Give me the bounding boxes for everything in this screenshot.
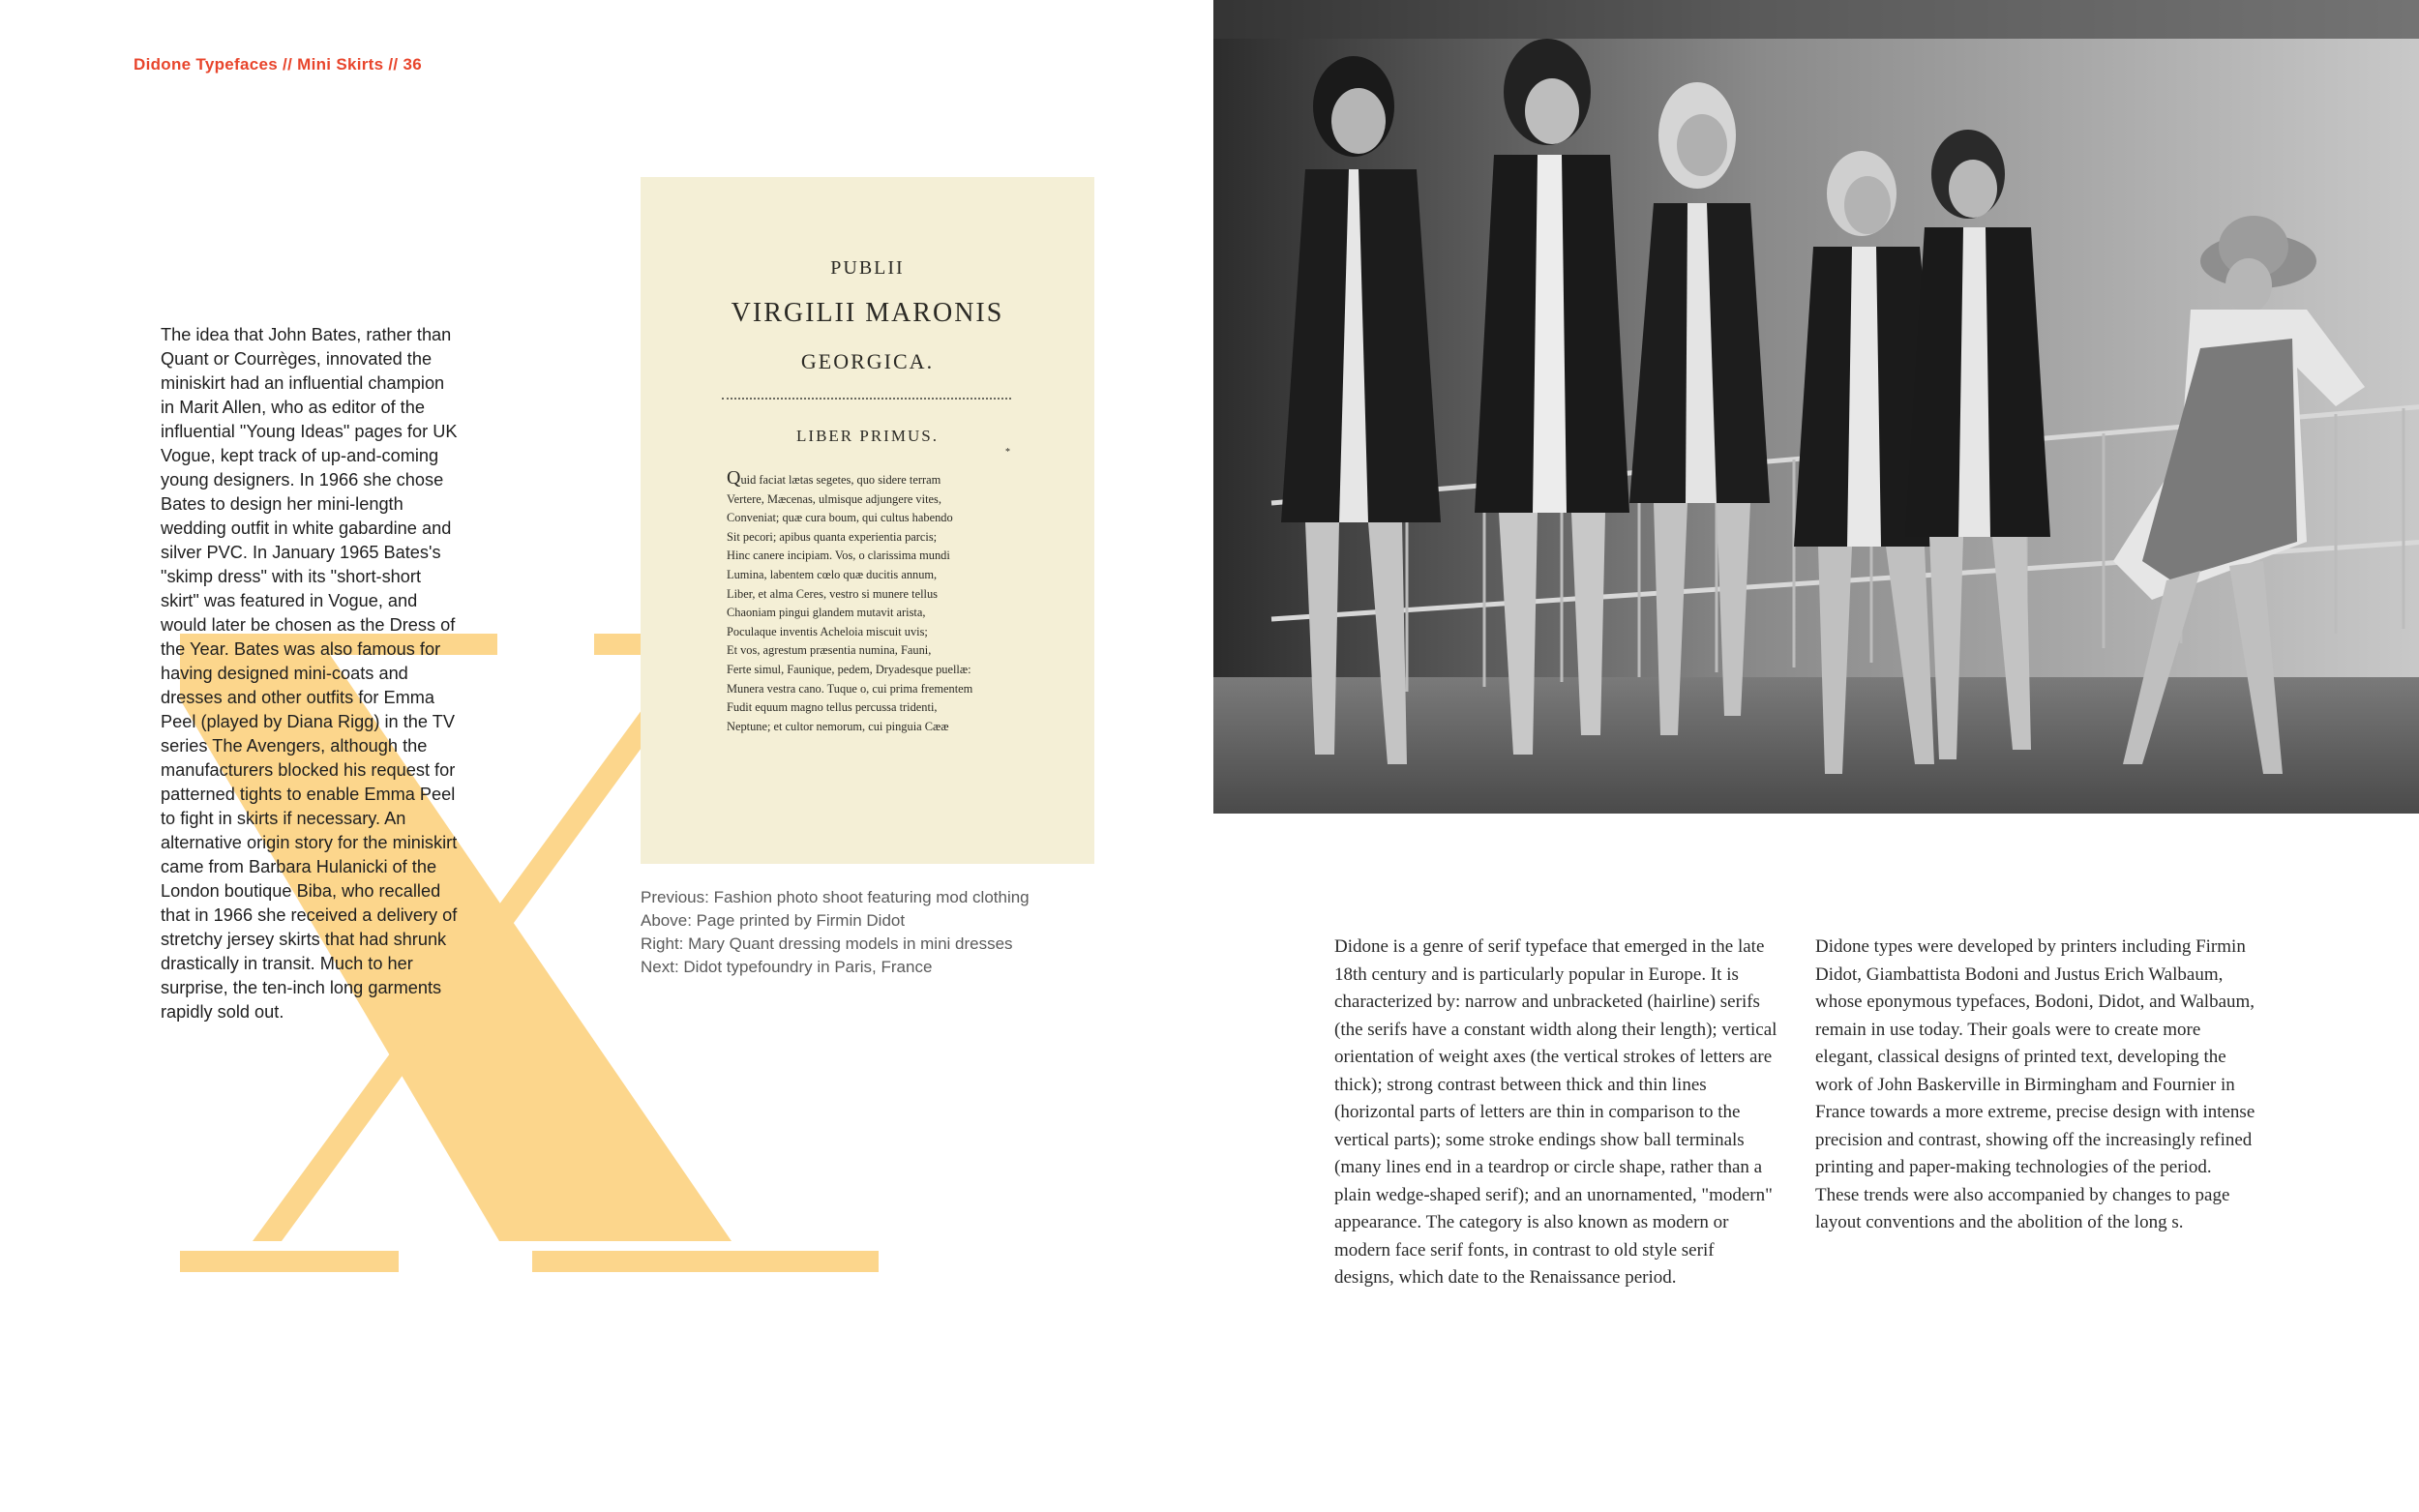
book-liber: LIBER PRIMUS. (796, 427, 939, 445)
book-verse: Poculaque inventis Acheloia miscuit uvis; (727, 624, 928, 638)
book-verse: Ferte simul, Faunique, pedem, Dryadesque puellæ: (727, 662, 971, 676)
book-publii: PUBLII (830, 257, 905, 279)
image-captions (641, 886, 1105, 979)
book-verses (727, 469, 1046, 736)
didone-definition-text: Didone is a genre of serif typeface that emerged in the late 18th century and is particularly popular in Europe. It is characterized by: narrow and unbracketed (hairline) serifs (the serifs have a constant width along their length); vertical orientation of weight axes (the vertical strokes of letters are thick); strong contrast between thick and thin lines (horizontal parts of letters are thin in comparison to the vertical parts); some stroke endings show ball terminals (many lines end in a teardrop or circle shape, rather than a plain wedge-shaped serif); and an unornamented, "modern" appearance. The category is also known as modern or modern face serif fonts, in contrast to old style serif designs, which date to the Renaissance period. (1334, 936, 1777, 1288)
book-verse: Neptune; et cultor nemorum, cui pinguia Cææ (727, 719, 949, 733)
book-verse: Chaoniam pingui glandem mutavit arista, (727, 606, 926, 620)
book-verse: Fudit equum magno tellus percussa tridenti, (727, 700, 938, 715)
book-rule (722, 398, 1011, 400)
book-verse: Liber, et alma Ceres, vestro si munere tellus (727, 586, 938, 601)
book-verse: Quid faciat lætas segetes, quo sidere terram (727, 467, 941, 489)
book-verse: Hinc canere incipiam. Vos, o clarissima mundi (727, 548, 950, 563)
didone-history-text: Didone types were developed by printers including Firmin Didot, Giambattista Bodoni and Justus Erich Walbaum, whose eponymous typefaces, Bodoni, Didot, and Walbaum, remain in use today. Their goals were to create more elegant, classical designs of printed text, developing the work of John Baskerville in Birmingham and Fournier in France towards a more extreme, precise design with intense precision and contrast, showing off the increasingly refined printing and paper-making technologies of the period. These trends were also accompanied by changes to page layout conventions and the abolition of the long s. (1815, 936, 2255, 1232)
book-maronis: VIRGILII MARONIS (731, 298, 1004, 328)
caption-next: Next: Didot typefoundry in Paris, France (641, 958, 933, 976)
book-verse: Et vos, agrestum præsentia numina, Fauni, (727, 643, 932, 658)
book-verse: Sit pecori; apibus quanta experientia parcis; (727, 529, 938, 544)
fashion-photo (1213, 0, 2419, 814)
caption-right: Right: Mary Quant dressing models in mini dresses (641, 934, 1013, 953)
caption-above: Above: Page printed by Firmin Didot (641, 911, 906, 930)
book-verse: Vertere, Mæcenas, ulmisque adjungere vites, (727, 491, 941, 506)
caption-previous: Previous: Fashion photo shoot featuring mod clothing (641, 888, 1030, 906)
book-verse: Munera vestra cano. Tuque o, cui prima frementem (727, 681, 973, 696)
book-page-image (641, 177, 1094, 864)
book-verse: Conveniat; quæ cura boum, qui cultus habendo (727, 511, 953, 525)
book-verse: Lumina, labentem cœlo quæ ducitis annum, (727, 567, 938, 581)
left-body-text: The idea that John Bates, rather than Quant or Courrèges, innovated the miniskirt had an influential champion in Marit Allen, who as editor of the influential "Young Ideas" pages for UK Vogue, kept track of up-and-coming young designers. In 1966 she chose Bates to design her mini-length wedding outfit in white gabardine and silver PVC. In January 1965 Bates's "skimp dress" with its "short-short skirt" was featured in Vogue, and would later be chosen as the Dress of the Year. Bates was also famous for having designed mini-coats and dresses and other outfits for Emma Peel (played by Diana Rigg) in the TV series The Avengers, although the manufacturers blocked his request for patterned tights to enable Emma Peel to fight in skirts if necessary. An alternative origin story for the miniskirt came from Barbara Hulanicki of the London boutique Biba, who recalled that in 1966 she received a delivery of stretchy jersey skirts that had shrunk drastically in transit. Much to her surprise, the ten-inch long garments rapidly sold out. (161, 325, 458, 1022)
running-head: Didone Typefaces // Mini Skirts // 36 (134, 55, 422, 74)
book-georgica: GEORGICA. (800, 349, 935, 373)
book-mark: * (1005, 447, 1010, 458)
